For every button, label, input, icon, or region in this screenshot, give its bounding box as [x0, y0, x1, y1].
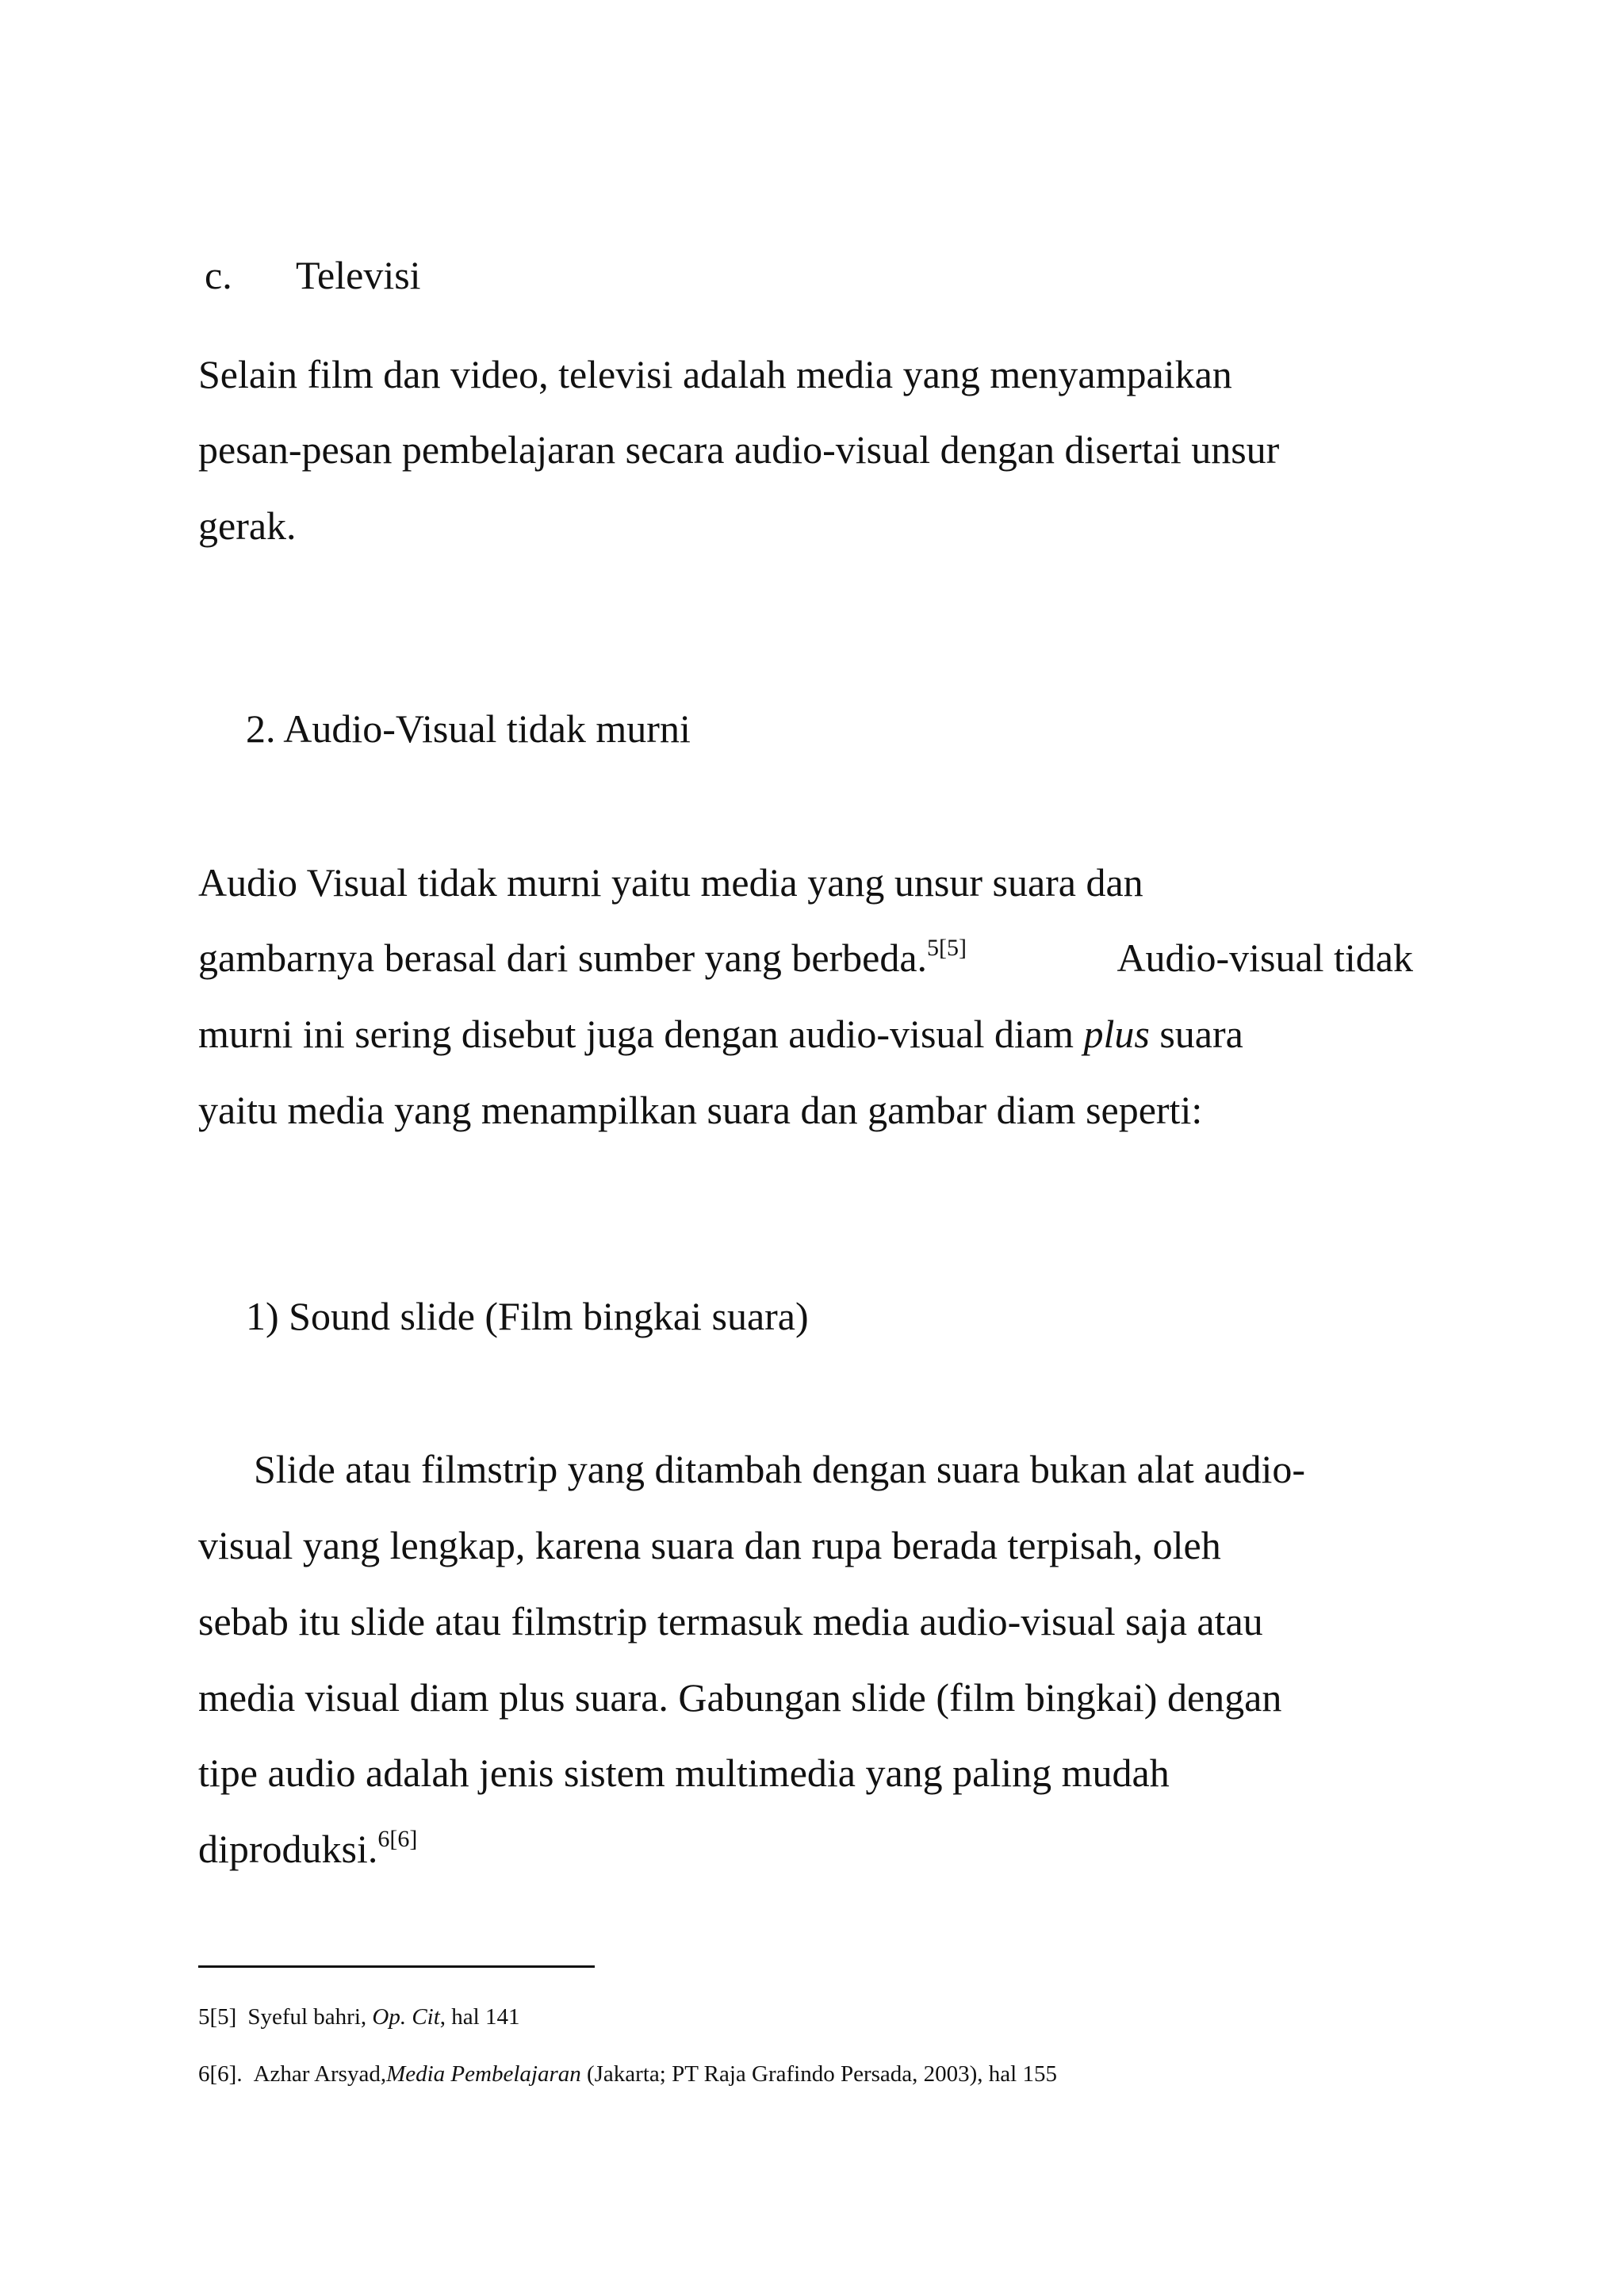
paragraph-line: yaitu media yang menampilkan suara dan gambar diam seperti: [198, 1088, 1203, 1132]
paragraph-line: gerak. [198, 503, 297, 548]
footnote-5 [198, 2003, 519, 2031]
footnote-text: Syeful bahri, [247, 2004, 373, 2030]
paragraph-line [198, 1825, 417, 1873]
paragraph-line: sebab itu slide atau filmstrip termasuk media audio-visual saja atau [198, 1599, 1263, 1644]
item-1-heading: 1) Sound slide (Film bingkai suara) [246, 1294, 809, 1338]
footnote-text-end: (Jakarta; PT Raja Grafindo Persada, 2003), hal 155 [580, 2061, 1057, 2087]
paragraph-line: tipe audio adalah jenis sistem multimedia yang paling mudah [198, 1751, 1170, 1795]
footnote-text: Azhar Arsyad, [253, 2061, 387, 2087]
section-2-heading: 2. Audio-Visual tidak murni [246, 706, 691, 751]
section-c-label: c. [205, 253, 232, 297]
paragraph-line: visual yang lengkap, karena suara dan rupa berada terpisah, oleh [198, 1523, 1221, 1567]
footnote-number: 5[5] [198, 2004, 237, 2030]
paragraph-line-text: murni ini sering disebut juga dengan audio-visual diam [198, 1012, 1084, 1056]
section-c-title: Televisi [296, 253, 421, 297]
paragraph-line-text-end: Audio-visual tidak [1116, 936, 1413, 980]
footnote-emphasis: Media Pembelajaran [386, 2061, 581, 2087]
paragraph-line-text: diproduksi. [198, 1827, 378, 1871]
footnote-text-end: , hal 141 [439, 2004, 520, 2030]
paragraph-line-text-end: suara [1149, 1012, 1243, 1056]
paragraph-line: Selain film dan video, televisi adalah media yang menyampaikan [198, 352, 1232, 396]
footnote-ref-6[interactable]: 6[6] [377, 1826, 418, 1852]
footnote-6 [198, 2060, 1057, 2088]
footnote-divider [198, 1965, 595, 1968]
paragraph-line-text: gambarnya berasal dari sumber yang berbeda. [198, 936, 928, 980]
paragraph-line [198, 426, 1413, 473]
paragraph-line: Audio Visual tidak murni yaitu media yang unsur suara dan [198, 860, 1143, 905]
footnote-number: 6[6]. [198, 2061, 243, 2087]
footnote-ref-5[interactable]: 5[5] [927, 935, 967, 961]
paragraph-line [198, 1010, 1243, 1058]
paragraph-line: Slide atau filmstrip yang ditambah dengan suara bukan alat audio- [254, 1447, 1306, 1491]
emphasis-plus: plus [1083, 1012, 1150, 1056]
paragraph-line: media visual diam plus suara. Gabungan slide (film bingkai) dengan [198, 1675, 1282, 1720]
paragraph-line [198, 934, 1413, 982]
section-c-heading [205, 251, 421, 299]
paragraph-line-text: pesan-pesan pembelajaran secara audio-visual dengan disertai unsur [198, 427, 1280, 472]
footnote-emphasis: Op. Cit [372, 2004, 440, 2030]
